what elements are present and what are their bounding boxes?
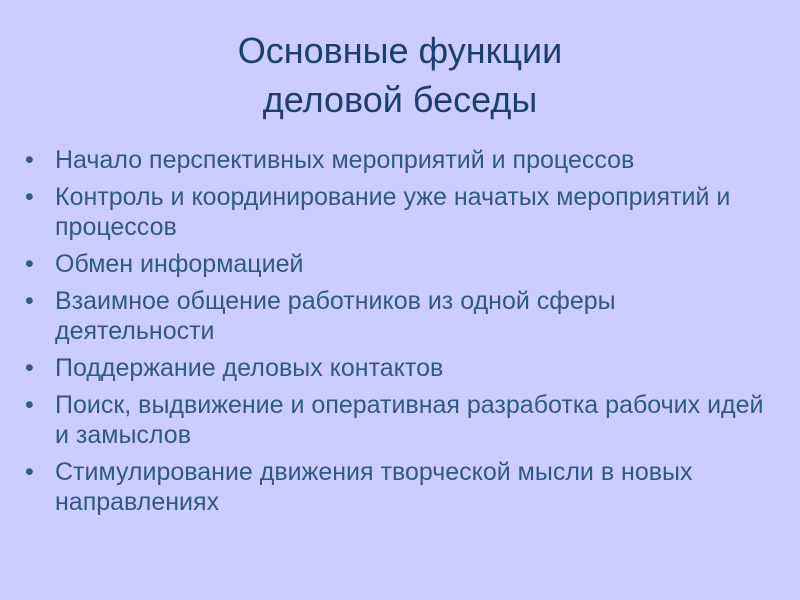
bullet-icon: • xyxy=(25,146,34,174)
bullet-item xyxy=(22,145,782,175)
bullet-text: Контроль и координирование уже начатых мероприятий и процессов xyxy=(55,183,731,241)
bullet-text: Начало перспективных мероприятий и процессов xyxy=(55,146,635,174)
bullet-list xyxy=(22,145,782,524)
bullet-text: Стимулирование движения творческой мысли в новых направлениях xyxy=(55,458,693,516)
bullet-icon: • xyxy=(25,458,34,486)
bullet-item xyxy=(22,390,782,450)
bullet-item xyxy=(22,353,782,383)
bullet-text: Поиск, выдвижение и оперативная разработка рабочих идей и замыслов xyxy=(55,391,764,449)
bullet-item xyxy=(22,286,782,346)
bullet-icon: • xyxy=(25,391,34,419)
bullet-icon: • xyxy=(25,287,34,315)
bullet-text: Взаимное общение работников из одной сферы деятельности xyxy=(55,287,616,345)
slide-title-line-2: деловой беседы xyxy=(262,79,538,120)
bullet-item xyxy=(22,457,782,517)
bullet-item xyxy=(22,249,782,279)
bullet-icon: • xyxy=(25,183,34,211)
slide-title-line-1: Основные функции xyxy=(237,30,563,71)
bullet-icon: • xyxy=(25,250,34,278)
bullet-item xyxy=(22,182,782,242)
bullet-icon: • xyxy=(25,354,34,382)
bullet-text: Обмен информацией xyxy=(55,250,304,278)
bullet-text: Поддержание деловых контактов xyxy=(55,354,444,382)
slide-title xyxy=(0,26,800,124)
